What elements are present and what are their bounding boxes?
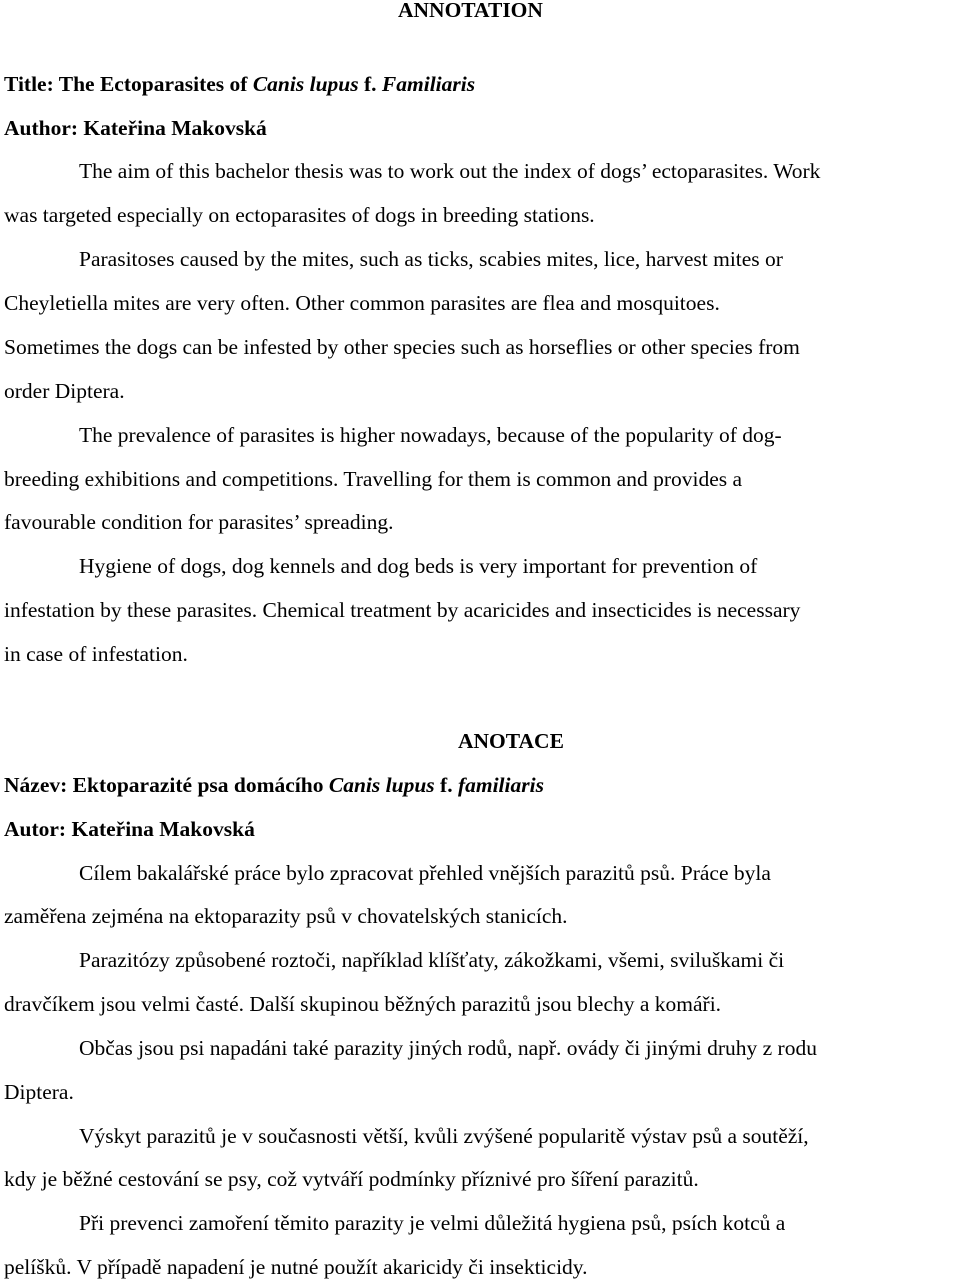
english-title-line bbox=[4, 70, 475, 98]
czech-text-line: Výskyt parazitů je v současnosti větší, kvůli zvýšené popularitě výstav psů a soutěží, bbox=[79, 1124, 809, 1148]
english-text-line: Hygiene of dogs, dog kennels and dog beds is very important for prevention of bbox=[79, 554, 758, 578]
english-text-line: order Diptera. bbox=[4, 379, 125, 403]
english-text-line: infestation by these parasites. Chemical treatment by acaricides and insecticides is necessary bbox=[4, 598, 801, 622]
czech-text-line: kdy je běžné cestování se psy, což vytváří podmínky příznivé pro šíření parazitů. bbox=[4, 1167, 699, 1191]
english-text-line: in case of infestation. bbox=[4, 642, 188, 666]
czech-title-species: Canis lupus bbox=[328, 773, 435, 797]
czech-text-line: Diptera. bbox=[4, 1080, 74, 1104]
czech-text-line: Občas jsou psi napadáni také parazity jiných rodů, např. ovády či jinými druhy z rodu bbox=[79, 1036, 817, 1060]
czech-text-line: zaměřena zejména na ektoparazity psů v chovatelských stanicích. bbox=[4, 904, 568, 928]
english-text-line: The aim of this bachelor thesis was to work out the index of dogs’ ectoparasites. Work bbox=[79, 159, 821, 183]
czech-title-label: Název: Ektoparazité psa domácího bbox=[4, 773, 329, 797]
czech-title-mid: f. bbox=[434, 773, 458, 797]
english-author-line: Author: Kateřina Makovská bbox=[4, 116, 267, 140]
english-text-line: Parasitoses caused by the mites, such as ticks, scabies mites, lice, harvest mites or bbox=[79, 247, 783, 271]
anotace-heading: ANOTACE bbox=[458, 729, 564, 753]
czech-text-line: pelíšků. V případě napadení je nutné použít akaricidy či insekticidy. bbox=[4, 1255, 588, 1279]
czech-text-line: Při prevenci zamoření těmito parazity je velmi důležitá hygiena psů, psích kotců a bbox=[79, 1211, 786, 1235]
czech-text-line: dravčíkem jsou velmi časté. Další skupinou běžných parazitů jsou blechy a komáři. bbox=[4, 992, 722, 1016]
annotation-heading: ANNOTATION bbox=[398, 0, 543, 22]
english-text-line: Cheyletiella mites are very often. Other common parasites are flea and mosquitoes. bbox=[4, 291, 720, 315]
english-text-line: was targeted especially on ectoparasites of dogs in breeding stations. bbox=[4, 203, 595, 227]
english-text-line: Sometimes the dogs can be infested by other species such as horseflies or other species from bbox=[4, 335, 800, 359]
czech-title-line bbox=[4, 771, 544, 799]
english-text-line: The prevalence of parasites is higher nowadays, because of the popularity of dog- bbox=[79, 423, 782, 447]
english-text-line: breeding exhibitions and competitions. Travelling for them is common and provides a bbox=[4, 467, 743, 491]
english-title-species: Canis lupus bbox=[252, 72, 359, 96]
english-title-label: Title: The Ectoparasites of bbox=[4, 72, 253, 96]
czech-text-line: Parazitózy způsobené roztoči, například klíšťaty, zákožkami, všemi, sviluškami či bbox=[79, 948, 785, 972]
czech-author-line: Autor: Kateřina Makovská bbox=[4, 817, 255, 841]
czech-title-species-suffix: familiaris bbox=[457, 773, 544, 797]
czech-text-line: Cílem bakalářské práce bylo zpracovat přehled vnějších parazitů psů. Práce byla bbox=[79, 861, 771, 885]
english-text-line: favourable condition for parasites’ spreading. bbox=[4, 510, 394, 534]
english-title-species-suffix: Familiaris bbox=[381, 72, 476, 96]
english-title-mid: f. bbox=[358, 72, 382, 96]
